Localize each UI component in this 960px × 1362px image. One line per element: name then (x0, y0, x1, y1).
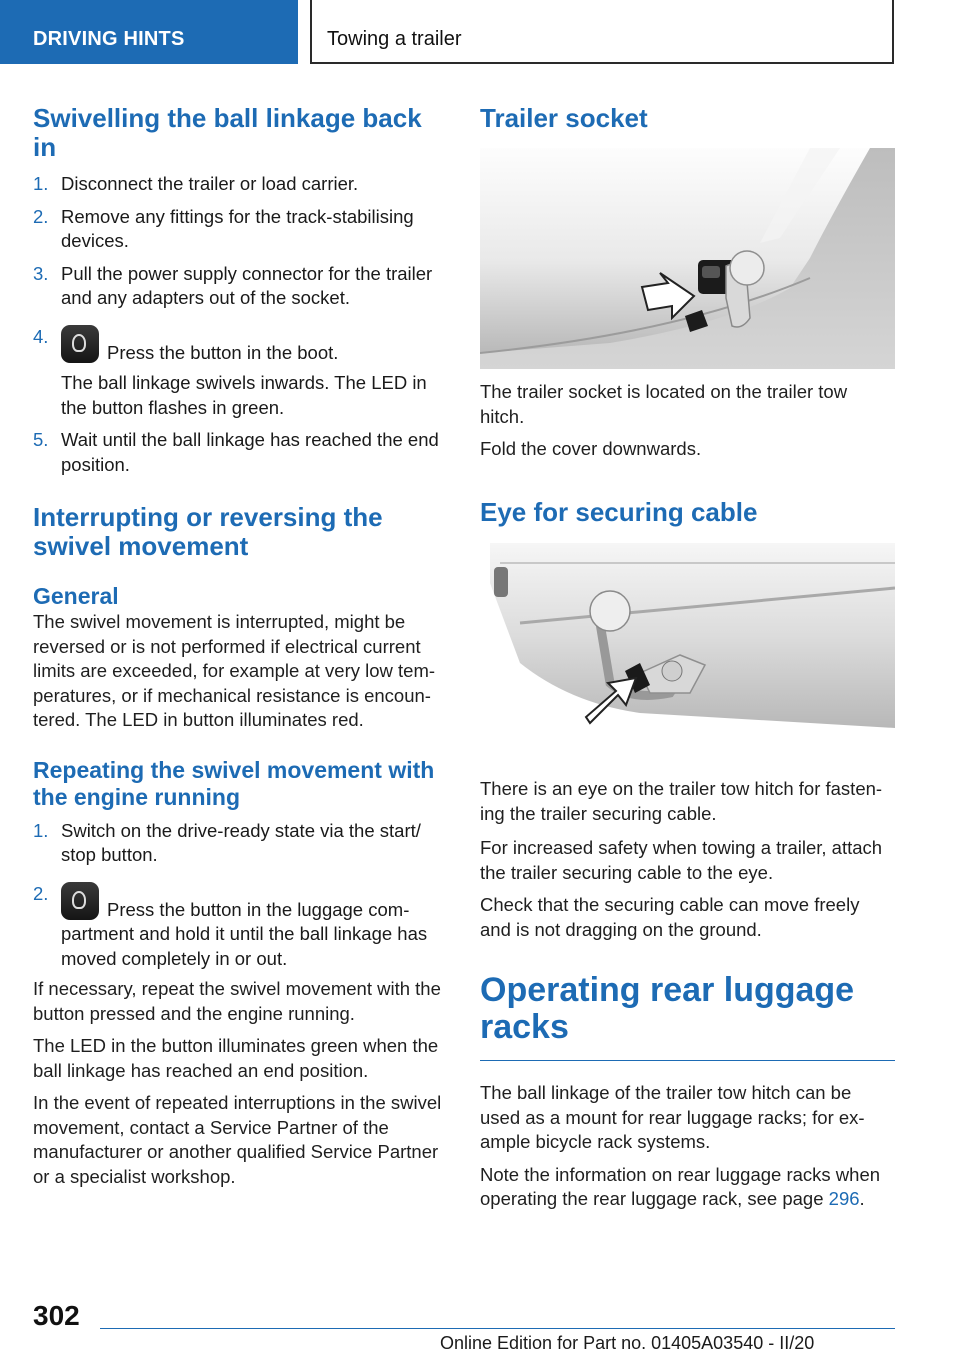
repeat-paragraph-1: If necessary, repeat the swivel movement with the button pressed and the engine running. (33, 978, 441, 1024)
step-number: 3. (33, 262, 49, 284)
step-text: Press the button in the luggage com‑ partment and hold it until the ball linkage has moved completely in or out. (61, 898, 428, 969)
step-text: Pull the power supply connector for the trailer and any adapters out of the socket. (61, 262, 433, 308)
heading-rule (480, 1060, 895, 1061)
edition-text: Online Edition for Part no. 01405A03540 - II/20 (440, 1333, 815, 1353)
list-item (33, 172, 449, 197)
trailer-socket-figure (480, 148, 895, 369)
eye-paragraph-2: For increased safety when towing a trailer, attach the trailer securing cable to the eye. (480, 837, 883, 883)
swivel-back-steps (33, 172, 449, 477)
socket-paragraph-1: The trailer socket is located on the trailer tow hitch. (480, 381, 848, 427)
list-item (33, 882, 449, 972)
luggage-paragraph-2 (480, 1163, 895, 1212)
right-column (480, 100, 895, 133)
socket-paragraph-2: Fold the cover downwards. (480, 438, 702, 459)
footer-rule (100, 1328, 895, 1329)
step-text: Press the button in the boot. (107, 341, 339, 363)
luggage-paragraph-1: The ball linkage of the trailer tow hitch can be used as a mount for rear luggage racks; for ex‑ ample bicycle rack systems. (480, 1082, 865, 1152)
step-text: Remove any fittings for the track‑stabilising devices. (61, 205, 414, 251)
section-tab (0, 0, 298, 64)
eye-heading: Eye for securing cable (480, 496, 758, 527)
trailer-socket-heading: Trailer socket (480, 103, 648, 133)
step-text: Switch on the drive‑ready state via the start/ stop button. (61, 819, 421, 865)
repeat-paragraph-2: The LED in the button illuminates green when the ball linkage has reached an end position. (33, 1035, 439, 1081)
repeat-steps (33, 819, 449, 972)
securing-eye-figure (480, 543, 895, 734)
general-text: The swivel movement is interrupted, might be reversed or is not performed if electrical current limits are exceeded, for example at very low tem‑ peratures, or if mechanical resistance is encoun‑ tered. The LED in button illuminates red. (33, 611, 436, 730)
step-text: Disconnect the trailer or load carrier. (61, 173, 359, 194)
list-item (33, 819, 449, 868)
eye-paragraph-3: Check that the securing cable can move freely and is not dragging on the ground. (480, 894, 860, 940)
step-text: Wait until the ball linkage has reached the end position. (61, 429, 439, 475)
list-item (33, 262, 449, 311)
eye-text (480, 777, 895, 1212)
swivel-back-heading: Swivelling the ball linkage back in (33, 103, 422, 162)
step-text: The ball linkage swivels inwards. The LED in the button flashes in green. (61, 372, 427, 418)
section-label: DRIVING HINTS (33, 28, 185, 50)
left-column (33, 100, 449, 1189)
chapter-title-box (310, 0, 894, 64)
luggage-paragraph-2-text: Note the information on rear luggage racks when operating the rear luggage rack, see page (480, 1163, 881, 1209)
tow-hitch-button-icon (61, 882, 99, 920)
step-number: 4. (33, 325, 49, 347)
general-heading: General (33, 583, 119, 609)
step-number: 1. (33, 819, 49, 841)
page-number: 302 (33, 1300, 80, 1331)
step-number: 1. (33, 173, 49, 194)
eye-paragraph-1: There is an eye on the trailer tow hitch for fasten‑ ing the trailer securing cable. (480, 778, 883, 824)
interrupt-heading: Interrupting or reversing the swivel movement (33, 502, 383, 561)
repeat-paragraph-3: In the event of repeated interruptions in the swivel movement, contact a Service Partner of the manufacturer or another qualified Service Partner or a specialist workshop. (33, 1092, 442, 1187)
repeat-heading: Repeating the swivel movement with the engine running (33, 756, 435, 810)
tow-hitch-button-icon (61, 325, 99, 363)
list-item (33, 428, 449, 477)
list-item (33, 325, 449, 366)
list-item (33, 205, 449, 254)
chapter-title: Towing a trailer (327, 28, 462, 50)
step-number: 2. (33, 205, 49, 227)
step-number: 5. (33, 429, 49, 450)
luggage-heading: Operating rear luggage racks (480, 971, 855, 1046)
trailer-socket-text (480, 380, 895, 527)
page-link[interactable]: 296 (828, 1188, 860, 1209)
list-item (33, 371, 449, 420)
step-number: 2. (33, 882, 49, 904)
luggage-paragraph-2-end: . (859, 1188, 865, 1209)
